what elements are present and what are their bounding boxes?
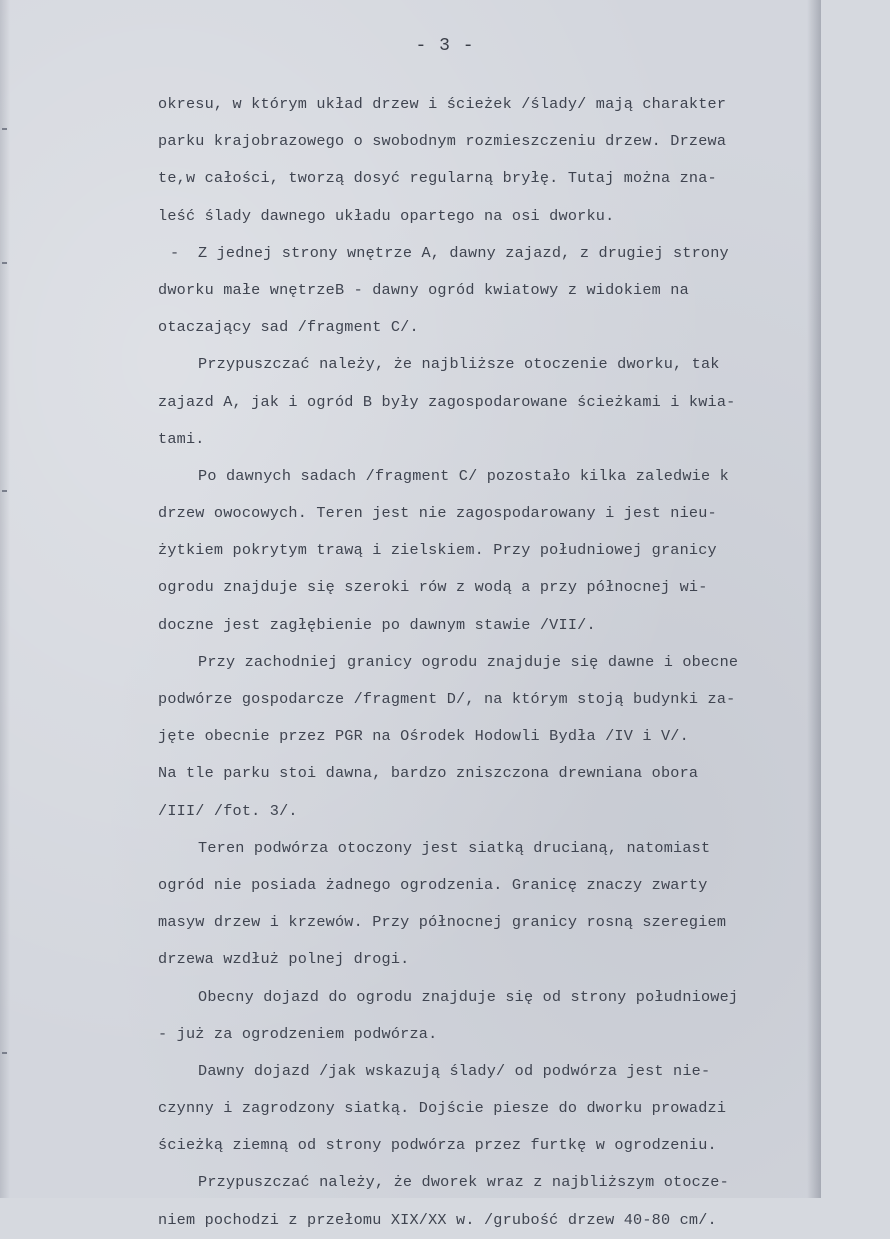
text-line: masyw drzew i krzewów. Przy północnej granicy rosną szeregiem (158, 913, 727, 932)
margin-mark (2, 1052, 7, 1054)
text-line: - już za ogrodzeniem podwórza. (158, 1024, 438, 1043)
text-line: tami. (158, 429, 205, 448)
text-line: doczne jest zagłębienie po dawnym stawie /VII/. (158, 615, 596, 634)
text-line: podwórze gospodarcze /fragment D/, na którym stoją budynki za- (158, 690, 736, 708)
paper-edge-left (0, 0, 10, 1198)
text-line: jęte obecnie przez PGR na Ośrodek Hodowli Bydła /IV i V/. (158, 727, 689, 746)
text-line: Na tle parku stoi dawna, bardzo zniszczona drewniana obora (158, 764, 699, 783)
text-line: dworku małe wnętrzeB - dawny ogród kwiatowy z widokiem na (158, 280, 689, 299)
text-line: Dawny dojazd /jak wskazują ślady/ od podwórza jest nie- (198, 1061, 711, 1080)
margin-mark (2, 262, 7, 264)
text-line: leść ślady dawnego układu opartego na osi dworku. (158, 206, 615, 225)
text-line: żytkiem pokrytym trawą i zielskiem. Przy południowej granicy (158, 541, 717, 560)
text-line: ogród nie posiada żadnego ogrodzenia. Granicę znaczy zwarty (158, 875, 708, 894)
text-line: Przypuszczać należy, że dworek wraz z najbliższym otocze- (198, 1173, 729, 1192)
margin-mark (2, 128, 7, 130)
text-line: Przypuszczać należy, że najbliższe otoczenie dworku, tak (198, 355, 720, 374)
text-line: te,w całości, tworzą dosyć regularną bryłę. Tutaj można zna- (158, 169, 717, 188)
margin-mark (2, 490, 7, 492)
page-number: - 3 - (415, 36, 475, 56)
text-line: Przy zachodniej granicy ogrodu znajduje się dawne i obecne (198, 652, 739, 671)
text-line: okresu, w którym układ drzew i ścieżek /ślady/ mają charakter (158, 95, 727, 113)
text-line: ogrodu znajduje się szeroki rów z wodą a przy północnej wi- (158, 578, 708, 597)
text-line: drzewa wzdłuż polnej drogi. (158, 950, 410, 969)
text-line: - Z jednej strony wnętrze A, dawny zajazd, z drugiej strony (170, 243, 729, 262)
text-line: Teren podwórza otoczony jest siatką drucianą, natomiast (198, 838, 711, 857)
text-line: Po dawnych sadach /fragment C/ pozostało kilka zaledwie k (198, 466, 729, 485)
text-line: czynny i zagrodzony siatką. Dojście piesze do dworku prowadzi (158, 1099, 727, 1118)
text-line: niem pochodzi z przełomu XIX/XX w. /grubość drzew 40-80 cm/. (158, 1210, 717, 1229)
text-line: zajazd A, jak i ogród B były zagospodarowane ścieżkami i kwia- (158, 392, 736, 411)
paper-edge-right (807, 0, 821, 1198)
text-line: otaczający sad /fragment C/. (158, 318, 419, 337)
body-text (158, 86, 808, 1239)
text-line: parku krajobrazowego o swobodnym rozmieszczeniu drzew. Drzewa (158, 132, 727, 151)
text-line: Obecny dojazd do ogrodu znajduje się od strony południowej (198, 987, 739, 1006)
text-line: ścieżką ziemną od strony podwórza przez furtkę w ogrodzeniu. (158, 1136, 717, 1155)
text-line: /III/ /fot. 3/. (158, 801, 298, 820)
text-line: drzew owocowych. Teren jest nie zagospodarowany i jest nieu- (158, 504, 717, 523)
